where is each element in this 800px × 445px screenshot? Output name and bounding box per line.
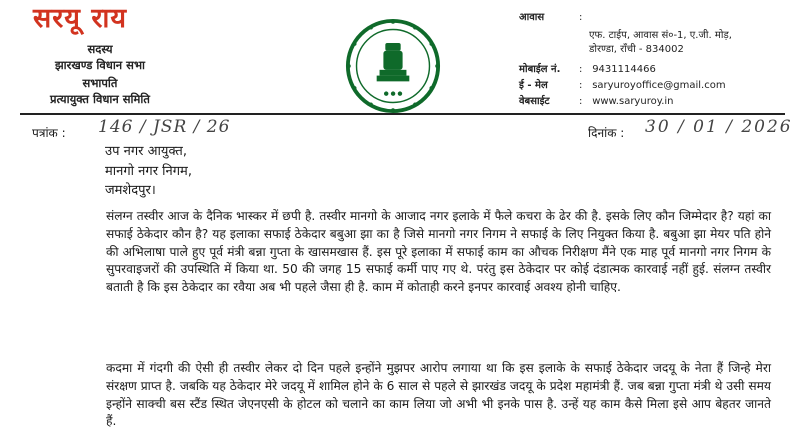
recipient-line: मानगो नगर निगम,: [105, 164, 192, 179]
designation-line: सदस्य: [87, 42, 113, 56]
sender-name: सरयू राय: [33, 3, 128, 34]
dinank-label: दिनांक :: [588, 126, 625, 140]
recipient-line: उप नगर आयुक्त,: [105, 144, 187, 159]
government-emblem-icon: [345, 18, 441, 114]
mobile-label: मोबाईल नं.: [519, 64, 561, 75]
address-label: आवास: [519, 12, 545, 23]
address-line1: एफ. टाईप, आवास सं०-1, ए.जी. मोड़,: [589, 30, 732, 41]
email-label: ई - मेल: [519, 80, 548, 91]
dinank-value: 30 / 01 / 2026: [645, 117, 793, 137]
designation-line: झारखण्ड विधान सभा: [54, 58, 146, 72]
mobile-value: 9431114466: [592, 64, 656, 75]
designation-line: सभापति: [82, 76, 118, 90]
website-value: www.saryuroy.in: [592, 96, 674, 107]
designation-line: प्रत्यायुक्त विधान समिति: [50, 92, 150, 106]
website-label: वेबसाईट: [519, 96, 550, 107]
address-row: आवास :: [519, 9, 589, 23]
mobile-row: मोबाईल नं. : 9431114466: [519, 61, 656, 75]
email-row: ई - मेल : saryuroyoffice@gmail.com: [519, 77, 726, 91]
svg-text:● ● ●: ● ● ●: [383, 90, 403, 97]
header-divider: [20, 113, 785, 115]
body-paragraph: संलग्न तस्वीर आज के दैनिक भास्कर में छपी है. तस्वीर मानगो के आजाद नगर इलाके में फैले कचरा के ढेर की है. इसके लिए कौन जिम्मेदार है? यहां का सफाई ठेकेदार कौन है? यह इलाका सफाई ठेकेदार बबुआ झा का है जिसे मानगो नगर निगम ने सफाई के लिए नियुक्त किया है. बबुआ झा मेयर पति होने की अभिलाषा पाले हुए पूर्व मंत्री बन्ना गुप्ता के खासमखास हैं. इस पूरे इलाका में सफाई काम का औचक निरीक्षण मैंने एक माह पूर्व मानगो नगर निगम के सुपरवाइजरों की उपस्थिति में किया था. 50 की जगह 15 सफाई कर्मी पाए गए थे. परंतु इस ठेकेदार पर कोई दंडात्मक कारवाई नहीं हुई. संलग्न तस्वीर बताती है कि इस ठेकेदार का रवैया अब भी पहले जैसा ही है. काम में कोताही करने इनपर कारवाई अवश्य होनी चाहिए.: [106, 209, 772, 295]
recipient-line: जमशेदपुर।: [105, 183, 156, 198]
patrank-label: पत्रांक :: [32, 126, 66, 140]
website-row: वेबसाईट : www.saryuroy.in: [519, 93, 674, 107]
body-paragraph: कदमा में गंदगी की ऐसी ही तस्वीर लेकर दो दिन पहले इन्होंने मुझपर आरोप लगाया था कि इस इलाके के सफाई ठेकेदार जदयू के नेता हैं जिन्हे मेरा संरक्षण प्राप्त है. जबकि यह ठेकेदार मेरे जदयू में शामिल होने के 6 साल से पहले से झारखंड जदयू के प्रदेश महामंत्री हैं. जब बन्ना गुप्ता मंत्री थे उसी समय इन्होंने साक्ची बस स्टैंड स्थित जेएनएसी के होटल को चलाने का काम लिया जो अभी भी इनके पास है. उन्हें यह काम कैसे मिला इसे आप बेहतर जानते हैं.: [106, 361, 771, 429]
address-line2: डोरण्डा, राँची - 834002: [589, 44, 684, 55]
email-value: saryuroyoffice@gmail.com: [592, 80, 726, 91]
patrank-value: 146 / JSR / 26: [98, 117, 231, 137]
